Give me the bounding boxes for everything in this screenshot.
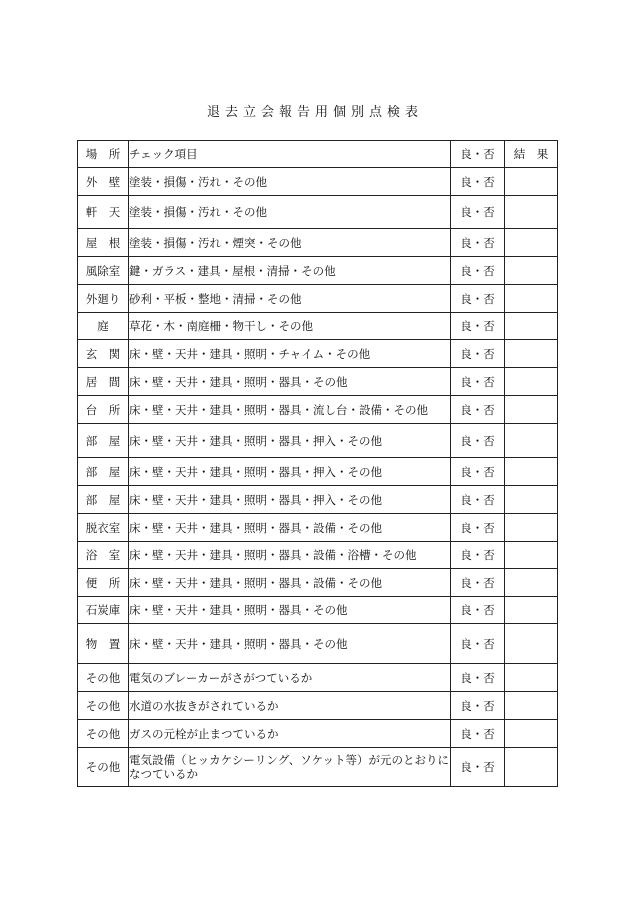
row-check-item: 塗装・損傷・汚れ・その他	[129, 168, 451, 196]
header-place: 場 所	[78, 141, 129, 168]
row-result[interactable]	[505, 368, 558, 396]
row-result[interactable]	[505, 229, 558, 257]
row-check-item: 床・壁・天井・建具・照明・器具・その他	[129, 597, 451, 624]
row-result[interactable]	[505, 313, 558, 340]
header-check-item: チェック項目	[129, 141, 451, 168]
row-place: 庭	[78, 313, 129, 340]
table-row	[78, 720, 558, 748]
row-result[interactable]	[505, 664, 558, 692]
row-good-bad[interactable]: 良・否	[451, 514, 505, 542]
table-row	[78, 196, 558, 229]
row-good-bad[interactable]: 良・否	[451, 229, 505, 257]
row-check-item: 床・壁・天井・建具・照明・チャイム・その他	[129, 340, 451, 368]
row-place: 石炭庫	[78, 597, 129, 624]
table-row	[78, 340, 558, 368]
row-place: 部 屋	[78, 486, 129, 514]
document-title: 退去立会報告用個別点検表	[206, 105, 423, 120]
row-good-bad[interactable]: 良・否	[451, 368, 505, 396]
row-good-bad[interactable]: 良・否	[451, 597, 505, 624]
row-check-item: 塗装・損傷・汚れ・煙突・その他	[129, 229, 451, 257]
row-good-bad[interactable]: 良・否	[451, 396, 505, 424]
row-check-item: ガスの元栓が止まつているか	[129, 720, 451, 748]
row-place: その他	[78, 692, 129, 720]
row-good-bad[interactable]: 良・否	[451, 664, 505, 692]
header-result: 結 果	[505, 141, 558, 168]
row-result[interactable]	[505, 168, 558, 196]
row-result[interactable]	[505, 692, 558, 720]
row-place: 外 壁	[78, 168, 129, 196]
row-check-item: 電気のブレーカーがさがつているか	[129, 664, 451, 692]
row-place: 脱衣室	[78, 514, 129, 542]
table-row	[78, 313, 558, 340]
row-place: 風除室	[78, 257, 129, 285]
row-place: 部 屋	[78, 458, 129, 486]
table-row	[78, 396, 558, 424]
row-result[interactable]	[505, 340, 558, 368]
row-place: 便 所	[78, 569, 129, 597]
row-place: その他	[78, 748, 129, 787]
row-good-bad[interactable]: 良・否	[451, 424, 505, 458]
row-good-bad[interactable]: 良・否	[451, 692, 505, 720]
row-check-item: 床・壁・天井・建具・照明・器具・その他	[129, 368, 451, 396]
row-check-item: 床・壁・天井・建具・照明・器具・設備・浴槽・その他	[129, 542, 451, 569]
row-place: 屋 根	[78, 229, 129, 257]
row-result[interactable]	[505, 569, 558, 597]
row-check-item: 床・壁・天井・建具・照明・器具・その他	[129, 624, 451, 664]
row-good-bad[interactable]: 良・否	[451, 313, 505, 340]
row-check-item: 床・壁・天井・建具・照明・器具・設備・その他	[129, 569, 451, 597]
row-check-item: 砂利・平板・整地・清掃・その他	[129, 285, 451, 313]
row-check-item: 鍵・ガラス・建具・屋根・清掃・その他	[129, 257, 451, 285]
row-good-bad[interactable]: 良・否	[451, 257, 505, 285]
row-check-item: 床・壁・天井・建具・照明・器具・押入・その他	[129, 458, 451, 486]
table-row	[78, 542, 558, 569]
row-good-bad[interactable]: 良・否	[451, 486, 505, 514]
row-result[interactable]	[505, 597, 558, 624]
row-result[interactable]	[505, 196, 558, 229]
table-row	[78, 257, 558, 285]
table-row	[78, 692, 558, 720]
row-good-bad[interactable]: 良・否	[451, 340, 505, 368]
table-row	[78, 569, 558, 597]
inspection-table	[77, 140, 558, 787]
row-check-item: 草花・木・南庭柵・物干し・その他	[129, 313, 451, 340]
row-result[interactable]	[505, 514, 558, 542]
table-row	[78, 285, 558, 313]
row-check-item: 電気設備（ヒッカケシーリング、ソケット等）が元のとおりになつているか	[129, 748, 451, 787]
row-check-item: 床・壁・天井・建具・照明・器具・流し台・設備・その他	[129, 396, 451, 424]
row-good-bad[interactable]: 良・否	[451, 458, 505, 486]
table-row	[78, 748, 558, 787]
row-place: 物 置	[78, 624, 129, 664]
row-check-item: 床・壁・天井・建具・照明・器具・設備・その他	[129, 514, 451, 542]
row-place: 軒 天	[78, 196, 129, 229]
row-place: その他	[78, 664, 129, 692]
row-result[interactable]	[505, 458, 558, 486]
row-result[interactable]	[505, 624, 558, 664]
row-good-bad[interactable]: 良・否	[451, 569, 505, 597]
row-place: 居 間	[78, 368, 129, 396]
table-row	[78, 514, 558, 542]
row-result[interactable]	[505, 720, 558, 748]
table-row	[78, 168, 558, 196]
header-good-bad: 良・否	[451, 141, 505, 168]
table-row	[78, 664, 558, 692]
table-row	[78, 229, 558, 257]
row-place: 外廻り	[78, 285, 129, 313]
row-good-bad[interactable]: 良・否	[451, 285, 505, 313]
row-good-bad[interactable]: 良・否	[451, 720, 505, 748]
row-good-bad[interactable]: 良・否	[451, 196, 505, 229]
row-result[interactable]	[505, 486, 558, 514]
table-row	[78, 486, 558, 514]
row-result[interactable]	[505, 542, 558, 569]
row-place: 浴 室	[78, 542, 129, 569]
table-row	[78, 624, 558, 664]
row-check-item: 床・壁・天井・建具・照明・器具・押入・その他	[129, 424, 451, 458]
row-place: その他	[78, 720, 129, 748]
row-result[interactable]	[505, 285, 558, 313]
row-good-bad[interactable]: 良・否	[451, 542, 505, 569]
table-row	[78, 458, 558, 486]
table-header-row	[78, 141, 558, 168]
row-place: 部 屋	[78, 424, 129, 458]
row-good-bad[interactable]: 良・否	[451, 168, 505, 196]
row-result[interactable]	[505, 748, 558, 787]
row-good-bad[interactable]: 良・否	[451, 748, 505, 787]
row-check-item: 塗装・損傷・汚れ・その他	[129, 196, 451, 229]
row-check-item: 水道の水抜きがされているか	[129, 692, 451, 720]
row-place: 台 所	[78, 396, 129, 424]
row-check-item: 床・壁・天井・建具・照明・器具・押入・その他	[129, 486, 451, 514]
row-place: 玄 関	[78, 340, 129, 368]
row-good-bad[interactable]: 良・否	[451, 624, 505, 664]
table-row	[78, 368, 558, 396]
table-row	[78, 424, 558, 458]
table-row	[78, 597, 558, 624]
row-result[interactable]	[505, 396, 558, 424]
row-result[interactable]	[505, 424, 558, 458]
row-result[interactable]	[505, 257, 558, 285]
